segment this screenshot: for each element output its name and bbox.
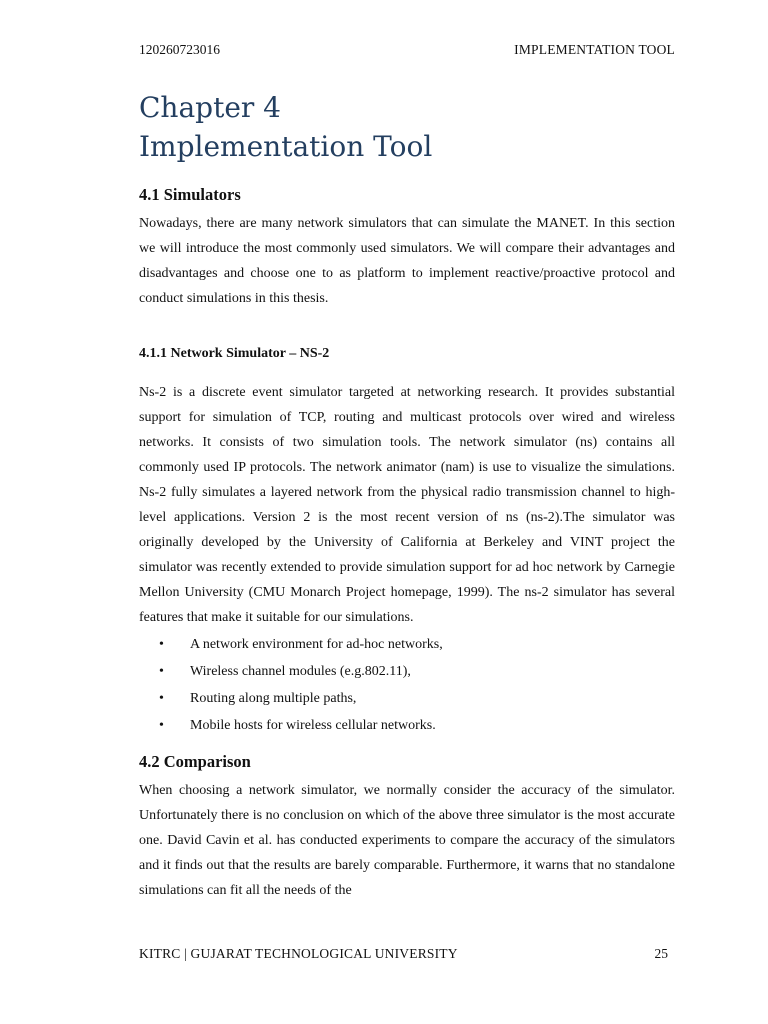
feature-list [139, 631, 675, 739]
bullet-icon: • [159, 664, 164, 679]
page-number: 25 [654, 946, 668, 961]
bullet-icon: • [159, 637, 164, 652]
header-doc-id: 120260723016 [139, 42, 220, 57]
section-4-2-paragraph: When choosing a network simulator, we normally consider the accuracy of the simulator. Unfortunately there is no conclusion on which of the above three simulator is the most accurate one. David Cavin et al. has conducted experiments to compare the accuracy of the simulators and it finds out that the results are barely comparable. Furthermore, it warns that no standalone simulations can fit all the needs of the [139, 783, 675, 898]
page-body [139, 184, 675, 903]
section-4-1-heading: 4.1 Simulators [139, 185, 241, 204]
footer-institution: KITRC | GUJARAT TECHNOLOGICAL UNIVERSITY [139, 946, 458, 961]
list-item [139, 658, 675, 685]
list-item-text: A network environment for ad-hoc networks, [190, 637, 443, 652]
list-item-text: Routing along multiple paths, [190, 691, 357, 706]
list-item-text: Wireless channel modules (e.g.802.11), [190, 664, 411, 679]
page-footer [139, 946, 668, 964]
list-item [139, 712, 675, 739]
section-4-2-heading: 4.2 Comparison [139, 752, 251, 771]
list-item-text: Mobile hosts for wireless cellular networks. [190, 718, 436, 733]
bullet-icon: • [159, 718, 164, 733]
chapter-name: Implementation Tool [139, 130, 433, 163]
section-4-1-paragraph: Nowadays, there are many network simulators that can simulate the MANET. In this section we will introduce the most commonly used simulators. We will compare their advantages and disadvantages and choose one to as platform to implement reactive/proactive protocol and conduct simulations in this thesis. [139, 216, 675, 306]
section-4-1-1-paragraph: Ns-2 is a discrete event simulator targeted at networking research. It provides substantial support for simulation of TCP, routing and multicast protocols over wired and wireless networks. It consists of two simulation tools. The network simulator (ns) contains all commonly used IP protocols. The network animator (nam) is use to visualize the simulations. Ns-2 fully simulates a layered network from the physical radio transmission channel to high-level applications. Version 2 is the most recent version of ns (ns-2).The simulator was originally developed by the University of California at Berkeley and VINT project the simulator was recently extended to provide simulation support for ad hoc network by Carnegie Mellon University (CMU Monarch Project homepage, 1999). The ns-2 simulator has several features that make it suitable for our simulations. [139, 385, 675, 625]
page-header [139, 42, 675, 60]
bullet-icon: • [159, 691, 164, 706]
section-4-1-1-heading: 4.1.1 Network Simulator – NS-2 [139, 346, 330, 361]
chapter-title [139, 88, 432, 166]
header-running-title: IMPLEMENTATION TOOL [514, 42, 675, 57]
list-item [139, 685, 675, 712]
list-item [139, 631, 675, 658]
chapter-number: Chapter 4 [139, 91, 281, 124]
